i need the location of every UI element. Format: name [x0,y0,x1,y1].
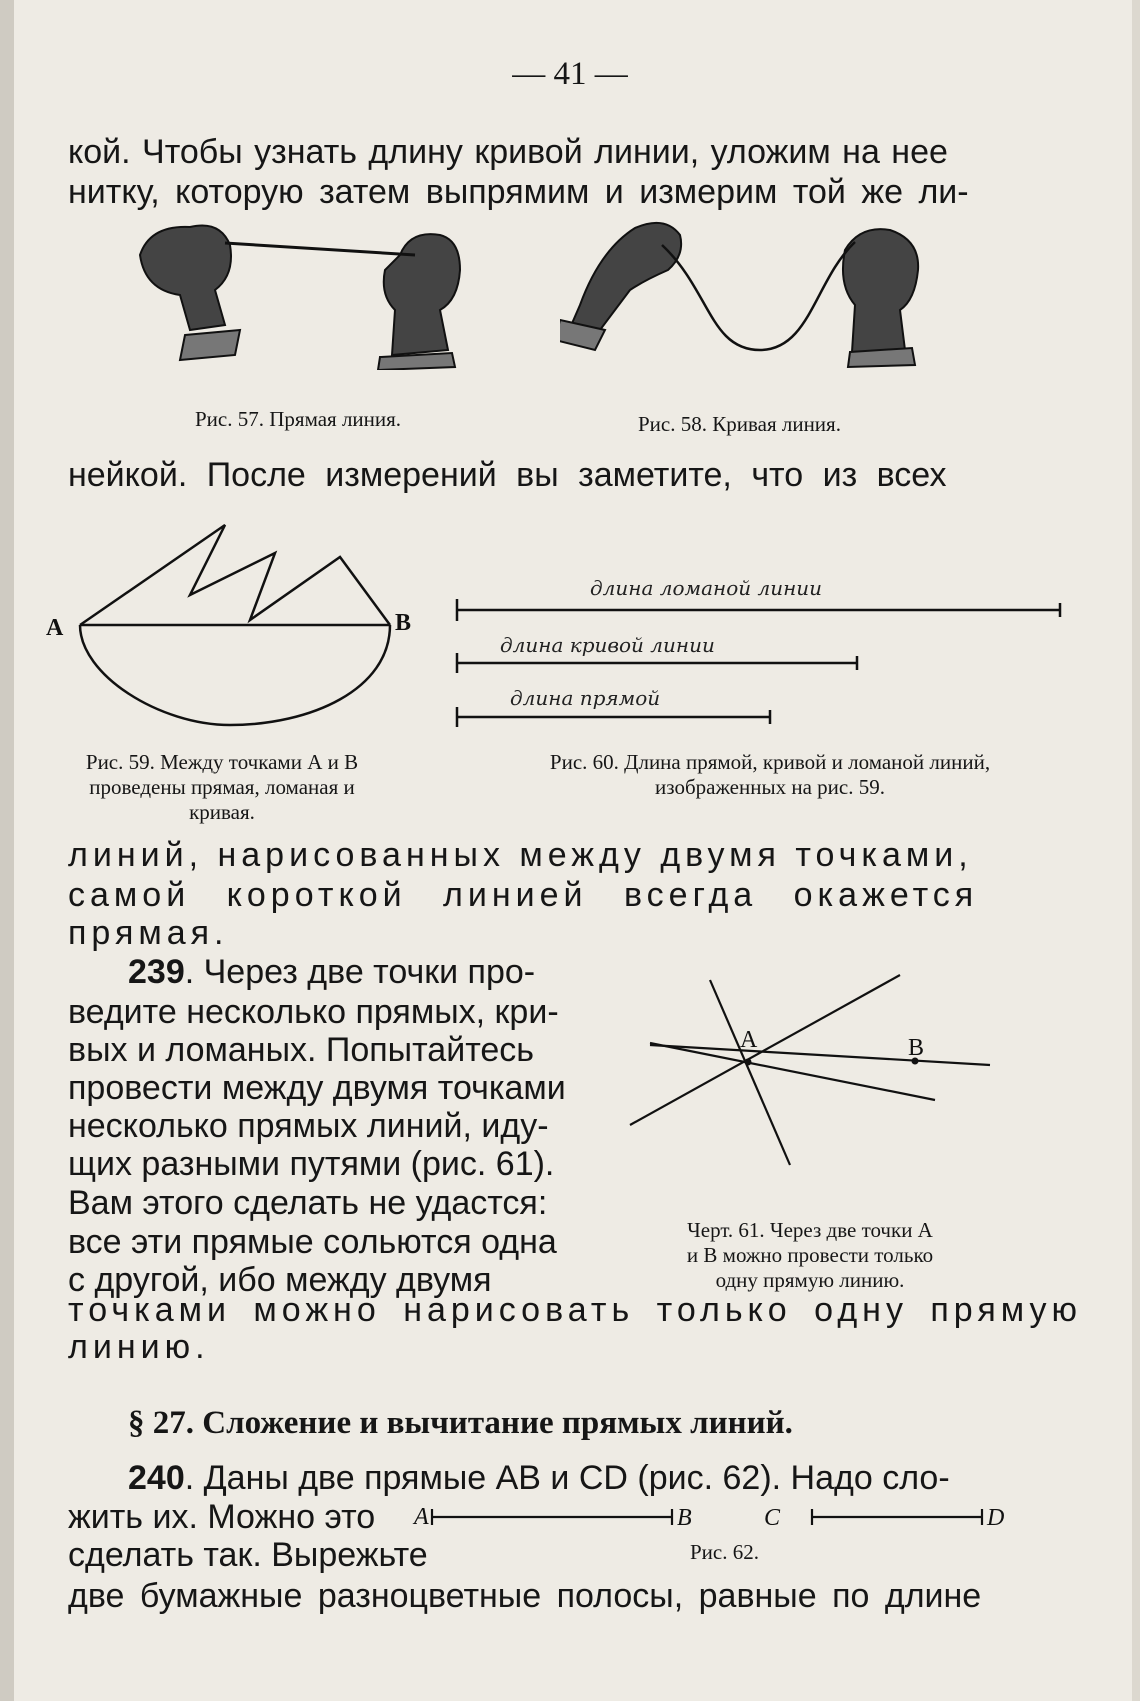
fig61-caption-line-1: Черт. 61. Через две точки А [687,1218,933,1242]
fig61-point-a-label: A [740,1027,758,1053]
text-line-6: прямая. [68,914,229,952]
text-line-2: нитку, которую затем выпрямим и измерим той же ли- [68,173,969,211]
text-line-1: кой. Чтобы узнать длину кривой линии, уложим на нее [68,133,948,171]
fig60-caption-line-2: изображенных на рис. 59. [655,775,885,799]
fig59-caption-line-3: кривая. [189,800,255,824]
text-line-13: Вам этого сделать не удастся: [68,1184,548,1222]
fig60-straight-length-label: длина прямой [510,686,661,710]
fig59-lines-between-points-diagram [40,515,420,740]
page-edge-shadow [0,0,14,1701]
fig61-caption [620,1218,1000,1293]
fig59-point-b-label: B [395,610,412,636]
fig62-point-d-label: D [987,1505,1005,1531]
fig59-caption-line-1: Рис. 59. Между точками А и В [85,750,359,774]
fig58-curved-thread-illustration [560,210,1000,385]
fig60-caption-line-1: Рис. 60. Длина прямой, кривой и ломаной линий, [549,750,991,774]
fig60-caption [470,750,1070,800]
fig59-caption-line-2: проведены прямая, ломаная и [89,775,355,799]
fig61-caption-line-2: и В можно провести только [686,1243,934,1267]
fig60-broken-length-label: длина ломаной линии [590,576,823,600]
fig61-lines-through-two-points-diagram [620,965,1000,1180]
fig61-point-a [745,1059,752,1066]
text-line-5: самой короткой линией всегда окажется [68,876,979,914]
problem-239-text: . Через две точки про- [184,953,536,991]
fig61-point-b-label: B [908,1035,925,1061]
fig62-caption: Рис. 62. [690,1540,759,1564]
text-line-21: две бумажные разноцветные полосы, равные по длине [68,1577,982,1615]
problem-240-line-1 [128,1458,950,1498]
fig59-point-a-label: A [46,615,64,641]
problem-240-text: . Даны две прямые АВ и CD (рис. 62). Надо сло- [184,1459,950,1497]
text-line-3: нейкой. После измерений вы заметите, что из всех [68,456,947,494]
text-line-8: ведите несколько прямых, кри- [68,993,559,1031]
page-number: — 41 — [512,56,628,92]
fig62-segments-diagram [412,1500,1022,1534]
problem-number-240: 240 [128,1459,185,1497]
fig61-caption-line-3: одну прямую линию. [715,1268,905,1292]
fig57-straight-thread-illustration [130,215,490,370]
text-line-9: вых и ломаных. Попытайтесь [68,1031,535,1069]
text-line-12: щих разными путями (рис. 61). [68,1145,555,1183]
fig60-line-lengths-diagram [445,565,1070,745]
text-line-4: линий, нарисованных между двумя точками, [68,836,973,874]
text-line-20: сделать так. Вырежьте [68,1536,428,1574]
text-line-15: с другой, ибо между двумя [68,1261,492,1299]
text-line-10: провести между двумя точками [68,1069,566,1107]
text-line-19: жить их. Можно это [68,1498,376,1536]
fig62-point-b-label: B [677,1505,692,1531]
text-line-11: несколько прямых линий, иду- [68,1107,549,1145]
fig59-caption [22,750,422,825]
problem-number-239: 239 [128,953,185,991]
text-line-17: линию. [68,1328,210,1366]
text-line-14: все эти прямые сольются одна [68,1223,557,1261]
problem-239-line-1 [128,952,535,992]
page-edge-right [1132,0,1140,1701]
fig58-caption: Рис. 58. Кривая линия. [638,412,841,436]
fig62-point-c-label: C [764,1505,781,1531]
text-line-16: точками можно нарисовать только одну прямую [68,1291,1082,1329]
section-heading: § 27. Сложение и вычитание прямых линий. [128,1405,793,1441]
fig57-caption: Рис. 57. Прямая линия. [195,407,402,431]
fig60-curve-length-label: длина кривой линии [500,633,715,657]
fig62-point-a-label: A [414,1504,429,1530]
